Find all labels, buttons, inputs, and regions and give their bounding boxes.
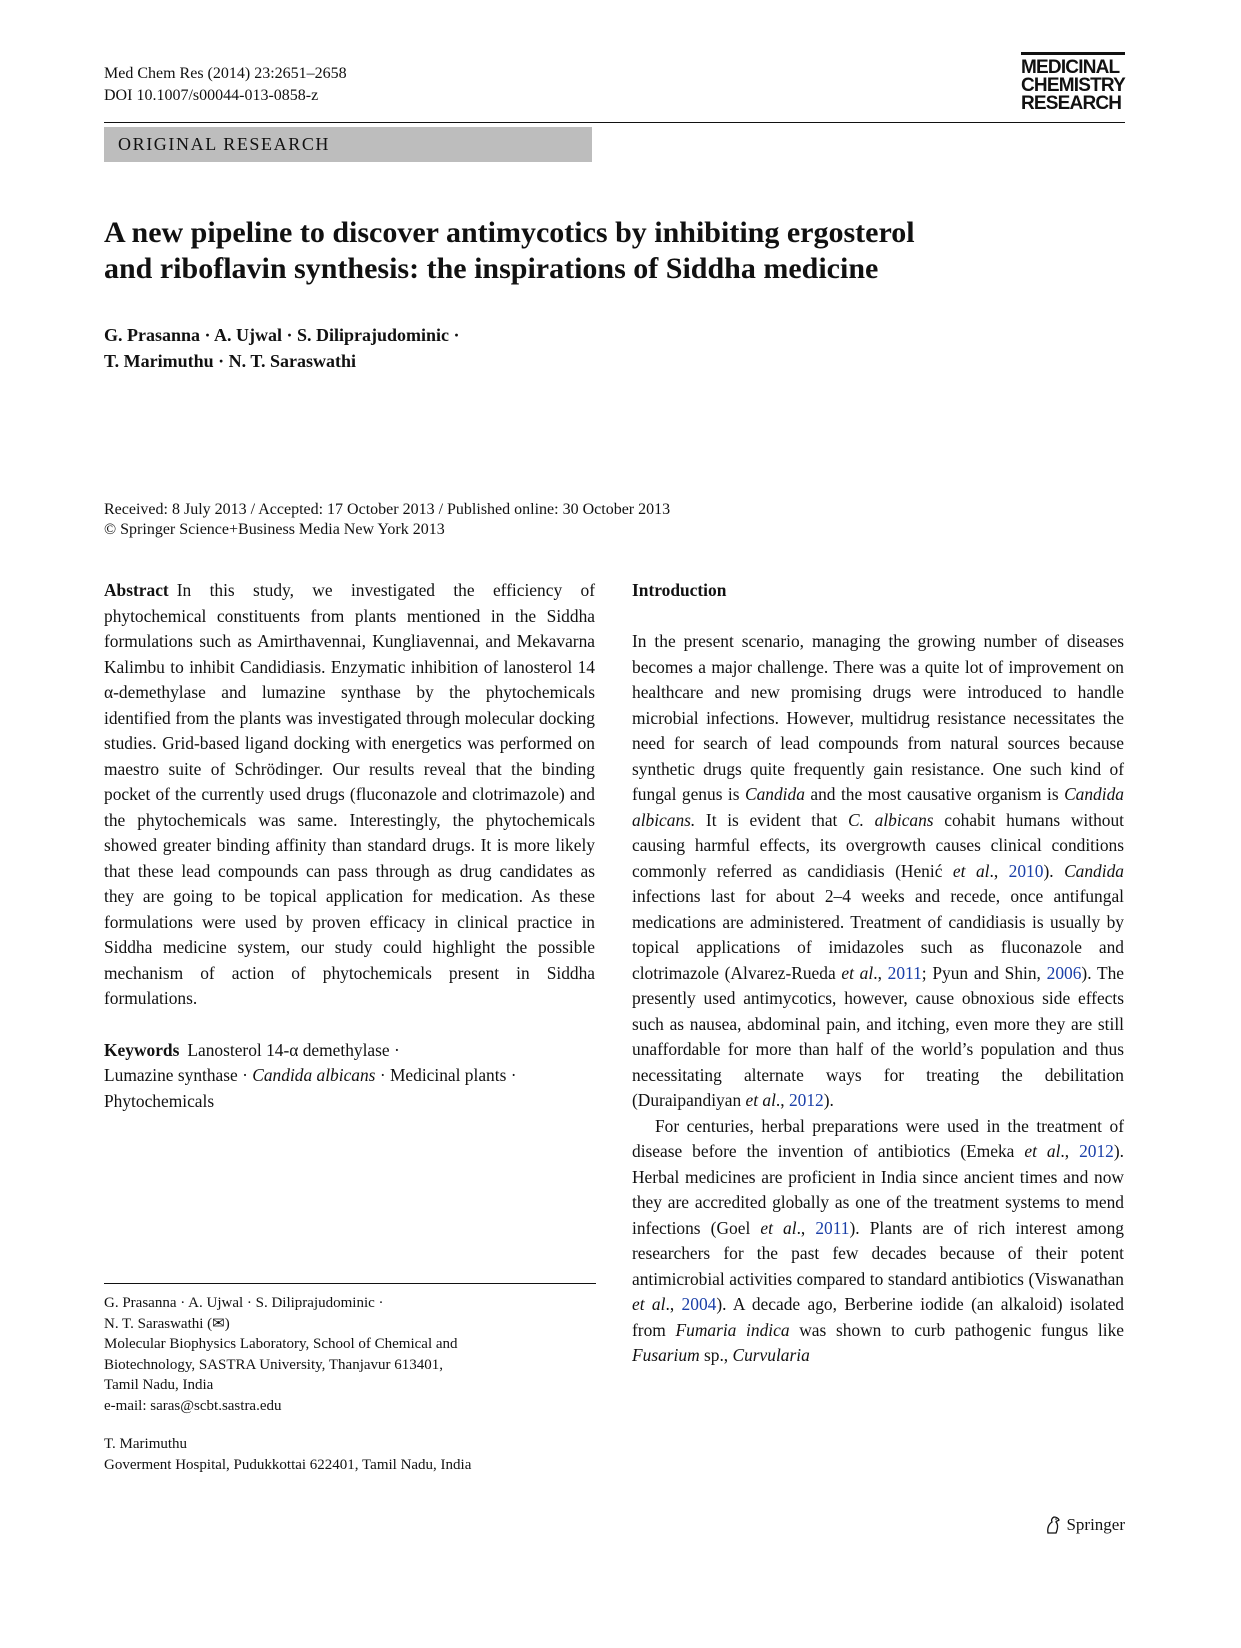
affiliation-line: N. T. Saraswathi (✉) [104, 1315, 230, 1332]
authors-line: G. Prasanna · A. Ujwal · S. Diliprajudominic · [104, 325, 460, 345]
journal-logo [1021, 52, 1125, 113]
intro-text: ). [823, 1090, 834, 1110]
citation-link[interactable]: 2012 [788, 1090, 824, 1110]
keyword: Lumazine synthase · [104, 1065, 248, 1085]
journal-logo-line: RESEARCH [1021, 93, 1122, 114]
keywords [104, 1038, 595, 1115]
intro-text: ., [665, 1294, 682, 1314]
publisher-name: Springer [1066, 1515, 1125, 1534]
intro-text: ; Pyun and Shin, [921, 962, 1047, 983]
abstract-label: Abstract [104, 580, 169, 600]
intro-text: infections last for about 2–4 weeks and recede, once antifungal medications are administered. Treatment of candidiasis is usually by topical applications of imidazoles such as fluconazole and clotrimazole (Alvarez-Rueda [632, 886, 1124, 983]
keywords-label: Keywords [104, 1039, 180, 1060]
intro-text: ). The presently used antimycotics, however, cause obnoxious side effects such as nausea, abdominal pain, and itching, even more they are still unaffordable for more than half of the world’s population and thus necessitating alternate ways for treating the debilitation (Duraipandiyan [632, 962, 1124, 1110]
intro-text: and the most causative organism is [804, 784, 1065, 804]
affiliation-line: Goverment Hospital, Pudukkottai 622401, Tamil Nadu, India [104, 1456, 472, 1473]
section-heading-introduction: Introduction [632, 580, 727, 600]
intro-text: ., [775, 1090, 789, 1110]
publication-dates [104, 500, 670, 540]
citation-link[interactable]: 2006 [1046, 962, 1082, 983]
affiliation-line: Tamil Nadu, India [104, 1377, 214, 1393]
citation-etal: et al [1024, 1141, 1061, 1161]
species-name: Candida albicans. [632, 784, 1124, 830]
journal-citation: Med Chem Res (2014) 23:2651–2658 [104, 65, 347, 82]
affiliation-line: T. Marimuthu [104, 1436, 188, 1452]
intro-text: ., [873, 962, 888, 983]
copyright-line: © Springer Science+Business Media New York 2013 [104, 521, 445, 538]
section-tag: ORIGINAL RESEARCH [104, 127, 592, 162]
intro-text: was shown to curb pathogenic fungus like [789, 1319, 1124, 1340]
history-line: Received: 8 July 2013 / Accepted: 17 October 2013 / Published online: 30 October 2013 [104, 501, 671, 518]
intro-text: cohabit humans without causing harmful effects, its overgrowth causes clinical conditions commonly referred as candidiasis (Henić [632, 809, 1124, 881]
species-name: Fusarium [632, 1345, 700, 1365]
abstract [104, 578, 595, 1012]
intro-text: ., [989, 860, 1009, 881]
citation-etal: et al [760, 1217, 797, 1238]
springer-horse-icon [1044, 1515, 1062, 1535]
intro-text: For centuries, herbal preparations were used in the treatment of disease before the invention of antibiotics (Emeka [632, 1115, 1124, 1161]
citation-link[interactable]: 2004 [681, 1294, 717, 1314]
intro-text: sp., [699, 1345, 733, 1365]
intro-paragraph-1 [632, 629, 1124, 1114]
journal-meta [104, 63, 347, 107]
affiliation-spacer [104, 1416, 596, 1434]
affiliation-line: Biotechnology, SASTRA University, Thanjavur 613401, [104, 1356, 444, 1373]
intro-text: It is evident that [695, 809, 849, 830]
left-column [104, 578, 595, 1114]
species-name: Fumaria indica [675, 1319, 790, 1340]
intro-text: ., [1060, 1141, 1080, 1161]
journal-logo-line: MEDICINAL [1021, 57, 1120, 78]
citation-etal: et al [952, 860, 990, 881]
citation-link[interactable]: 2012 [1079, 1141, 1114, 1161]
citation-etal: et al [632, 1294, 666, 1314]
journal-logo-line: CHEMISTRY [1021, 75, 1125, 96]
article-title [104, 215, 1064, 287]
citation-link[interactable]: 2011 [887, 962, 922, 983]
citation-etal: et al [745, 1090, 776, 1110]
intro-paragraph-2 [632, 1114, 1124, 1369]
species-name: Candida [745, 784, 805, 804]
citation-link[interactable]: 2010 [1008, 860, 1044, 881]
doi: DOI 10.1007/s00044-013-0858-z [104, 87, 319, 104]
citation-etal: et al [841, 962, 874, 983]
intro-text: ). Plants are of rich interest among researchers for the past few decades because of their potent antimicrobial activities compared to standard antibiotics (Viswanathan [632, 1217, 1125, 1289]
intro-text: ). Herbal medicines are proficient in India since ancient times and now they are accredited globally as one of the treatment systems to mend infections (Goel [632, 1141, 1124, 1238]
publisher-mark [1044, 1515, 1125, 1535]
intro-text: ., [796, 1217, 816, 1238]
intro-text: ). [1043, 860, 1065, 881]
title-line: and riboflavin synthesis: the inspirations of Siddha medicine [104, 252, 879, 285]
header-rule [104, 122, 1125, 123]
keyword: Phytochemicals [104, 1090, 215, 1111]
intro-text: In the present scenario, managing the growing number of diseases becomes a major challenge. There was a quite lot of improvement on healthcare and new promising drugs were introduced to handle microbial infections. However, multidrug resistance necessitates the need for search of lead compounds from natural sources because synthetic drugs quite frequently gain resistance. One such kind of fungal genus is [632, 631, 1124, 804]
keyword: Lanosterol 14-α demethylase · [187, 1039, 400, 1060]
citation-link[interactable]: 2011 [815, 1217, 850, 1238]
species-name: Curvularia [732, 1345, 810, 1365]
authors-line: T. Marimuthu · N. T. Saraswathi [104, 351, 357, 371]
keyword: Candida albicans [252, 1065, 376, 1085]
abstract-text: In this study, we investigated the efficiency of phytochemical constituents from plants mentioned in the Siddha formulations such as Amirthavennai, Kungliavennai, and Mekavarna Kalimbu to inhibit Candidiasis. Enzymatic inhibition of lanosterol 14 α-demethylase and lumazine synthase by the phytochemicals identified from the plants was investigated through molecular docking studies. Grid-based ligand docking with energetics was performed on maestro suite of Schrödinger. Our results reveal that the binding pocket of the currently used drugs (fluconazole and clotrimazole) and the phytochemicals was same. Interestingly, the phytochemicals showed greater binding affinity than standard drugs. It is more likely that these lead compounds can pass through as drug candidates as they are going to be topical application for medication. As these formulations were used by proven efficacy in clinical practice in Siddha medicine system, our study could highlight the possible mechanism of action of phytochemicals present in Siddha formulations. [104, 580, 595, 1008]
species-name: Candida [1064, 860, 1124, 881]
keyword: · Medicinal plants · [379, 1065, 517, 1085]
author-affiliations [104, 1293, 596, 1475]
footnote-rule [104, 1283, 596, 1284]
affiliation-line: G. Prasanna · A. Ujwal · S. Diliprajudominic · [104, 1295, 384, 1311]
title-line: A new pipeline to discover antimycotics by inhibiting ergosterol [104, 216, 915, 249]
right-column [632, 578, 1124, 1369]
affiliation-line: Molecular Biophysics Laboratory, School of Chemical and [104, 1336, 458, 1352]
intro-text: ). A decade ago, Berberine iodide (an alkaloid) isolated from [632, 1294, 1124, 1340]
author-email: e-mail: saras@scbt.sastra.edu [104, 1397, 282, 1414]
author-list [104, 322, 804, 374]
species-name: C. albicans [848, 809, 934, 830]
